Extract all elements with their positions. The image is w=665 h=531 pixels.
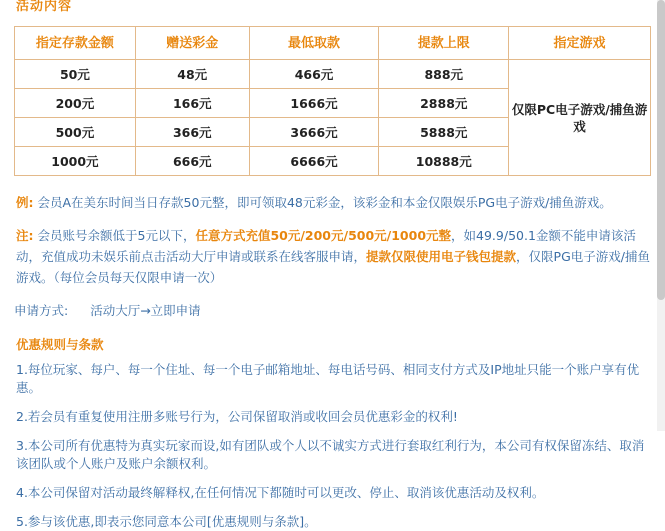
apply-method-row <box>14 300 651 321</box>
cell-deposit: 200元 <box>15 89 136 118</box>
table-header-cell-games: 指定游戏 <box>509 27 651 60</box>
cell-deposit: 50元 <box>15 60 136 89</box>
cell-bonus: 48元 <box>135 60 249 89</box>
rule-item: 3.本公司所有优惠特为真实玩家而设,如有团队或个人以不诚实方式进行套取红利行为，本公司有权保留冻结、取消该团队或个人账户及账户余额权利。 <box>16 438 645 471</box>
table-body <box>15 60 651 176</box>
note-example <box>16 192 651 213</box>
promotion-table <box>14 26 651 176</box>
note-attention-text-2: ，如49.9/50.1金额不能申请该活动，充值成功未娱乐前点击活动大厅申请或联系在线客服申请， <box>16 228 636 264</box>
rule-item: 5.参与该优惠,即表示您同意本公司[优惠规则与条款]。 <box>16 514 317 529</box>
note-example-label: 例: <box>16 195 34 210</box>
cell-deposit: 500元 <box>15 118 136 147</box>
table-header-cell-min-withdraw: 最低取款 <box>249 27 379 60</box>
notes-section <box>14 192 651 288</box>
note-attention-text-3: ，仅限PG电子游戏/捕鱼游戏。（每位会员每天仅限申请一次） <box>16 249 650 285</box>
cell-min-withdraw: 466元 <box>249 60 379 89</box>
page-scrollbar[interactable] <box>657 0 665 431</box>
cell-max-withdraw: 10888元 <box>379 147 509 176</box>
cell-max-withdraw: 2888元 <box>379 89 509 118</box>
table-header-cell-bonus: 赠送彩金 <box>135 27 249 60</box>
note-attention-highlight-1: 任意方式充值50元/200元/500元/1000元整 <box>195 228 452 243</box>
table-row <box>15 60 651 89</box>
rule-item: 4.本公司保留对活动最终解释权,在任何情况下都随时可以更改、停止、取消该优惠活动及权利。 <box>16 485 545 500</box>
table-header-row <box>15 27 651 60</box>
cell-bonus: 166元 <box>135 89 249 118</box>
note-example-text: 会员A在美东时间当日存款50元整，即可领取48元彩金，该彩金和本金仅限娱乐PG电子游戏/捕鱼游戏。 <box>37 195 612 210</box>
note-attention <box>16 225 651 288</box>
cell-bonus: 366元 <box>135 118 249 147</box>
table-header <box>15 27 651 60</box>
cell-bonus: 666元 <box>135 147 249 176</box>
rule-item: 1.每位玩家、每户、每一个住址、每一个电子邮箱地址、每电话号码、相同支付方式及IP地址只能一个账户享有优惠。 <box>16 362 640 395</box>
apply-method-label: 申请方式: <box>14 303 69 318</box>
clipped-header-title: 活动内容 <box>14 0 651 12</box>
cell-games: 仅限PC电子游戏/捕鱼游戏 <box>509 60 651 176</box>
apply-method-value[interactable]: 活动大厅→立即申请 <box>90 303 201 318</box>
table-header-cell-max-withdraw: 提款上限 <box>379 27 509 60</box>
note-attention-text-1: 会员账号余额低于5元以下， <box>37 228 196 243</box>
cell-min-withdraw: 6666元 <box>249 147 379 176</box>
cell-deposit: 1000元 <box>15 147 136 176</box>
note-attention-label: 注: <box>16 228 34 243</box>
cell-min-withdraw: 3666元 <box>249 118 379 147</box>
cell-max-withdraw: 5888元 <box>379 118 509 147</box>
cell-min-withdraw: 1666元 <box>249 89 379 118</box>
rules-title: 优惠规则与条款 <box>16 337 104 352</box>
rule-item: 2.若会员有重复使用注册多账号行为，公司保留取消或收回会员优惠彩金的权利! <box>16 409 458 424</box>
table-header-cell-deposit: 指定存款金额 <box>15 27 136 60</box>
note-attention-highlight-2: 提款仅限使用电子钱包提款 <box>366 249 517 264</box>
cell-max-withdraw: 888元 <box>379 60 509 89</box>
scrollbar-thumb[interactable] <box>657 0 665 300</box>
